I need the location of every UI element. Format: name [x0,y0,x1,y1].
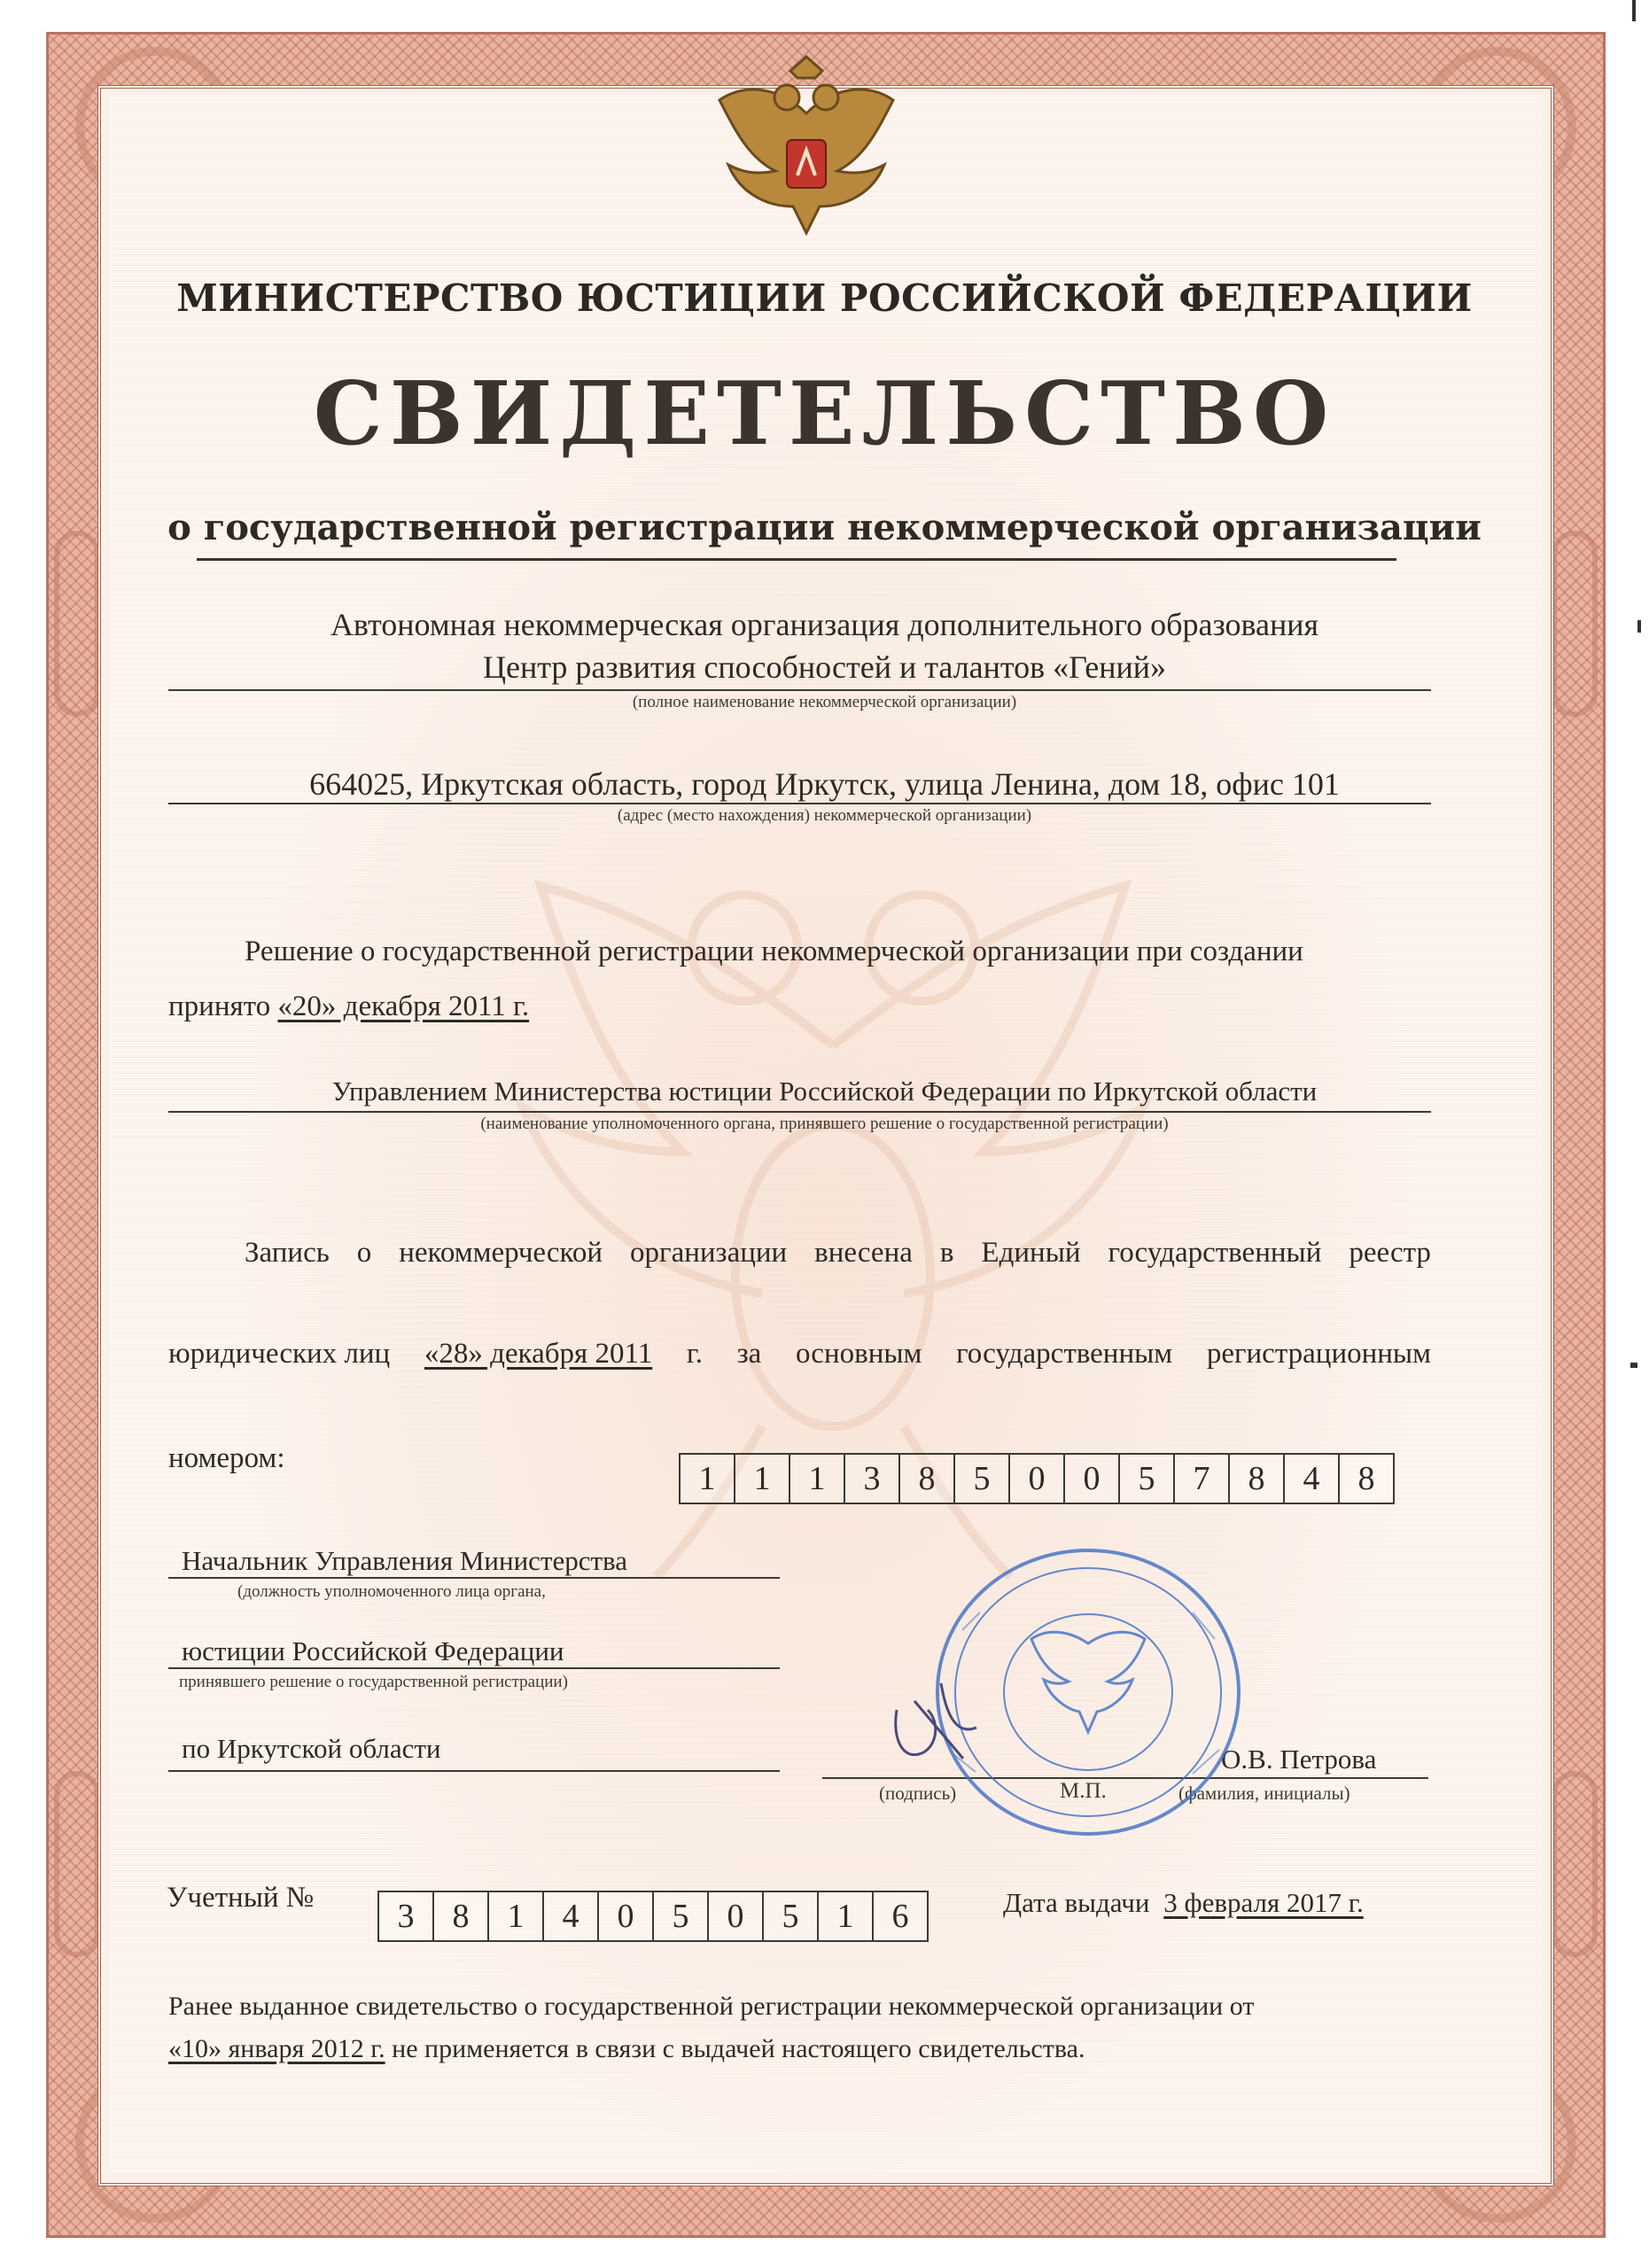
signature-caption: (подпись) [879,1783,957,1804]
position-caption2: принявшего решение о государственной регистрации) [179,1673,568,1691]
account-digit: 0 [597,1891,654,1942]
account-digit: 1 [487,1891,544,1942]
decision-text: Решение о государственной регистрации некоммерческой организации при создании [245,936,1303,967]
organization-name-caption: (полное наименование некоммерческой организации) [632,693,1017,711]
account-digit: 5 [762,1891,819,1942]
seal-caption: М.П. [1060,1779,1107,1803]
ogrn-number [681,1453,1395,1504]
record-word: некоммерческой [399,1237,603,1269]
signatory-name: О.В. Петрова [1221,1744,1377,1775]
frame-side-ornament [54,1771,100,1957]
scan-edge-mark [1632,0,1636,21]
position-rule3 [168,1770,780,1772]
position-caption1: (должность уполномоченного лица органа, [237,1582,546,1601]
account-digit: 4 [542,1891,599,1942]
record-word: основным [795,1338,922,1370]
subtitle-underline [197,558,1396,561]
previous-certificate-line1 [168,1992,1431,2022]
position-rule2 [168,1667,780,1669]
document-subtitle: о государственной регистрации некоммерческой организации [167,507,1482,548]
ogrn-digit: 1 [679,1453,735,1504]
ministry-heading: МИНИСТЕРСТВО ЮСТИЦИИ РОССИЙСКОЙ ФЕДЕРАЦИИ [176,276,1473,320]
ogrn-digit: 0 [1063,1453,1120,1504]
ogrn-label: номером: [168,1442,285,1474]
issue-date-label: Дата выдачи [1003,1887,1150,1918]
registration-authority: Управлением Министерства юстиции Российской Федерации по Иркутской области [331,1076,1318,1107]
account-number-label: Учетный № [167,1882,315,1914]
previous-certificate-text: Ранее выданное свидетельство о государственной регистрации некоммерческой организации от [168,1992,1255,2021]
ogrn-digit: 1 [734,1453,790,1504]
decision-date: «20» декабря 2011 г. [277,990,530,1022]
account-number [379,1891,929,1942]
issue-date: 3 февраля 2017 г. [1163,1887,1364,1918]
record-word: о [356,1237,372,1269]
name-caption: (фамилия, инициалы) [1178,1783,1350,1804]
document-title: СВИДЕТЕЛЬСТВО [313,363,1336,465]
ogrn-digit: 8 [1228,1453,1285,1504]
record-word: организации [630,1237,788,1269]
record-word: г. [686,1338,703,1370]
account-digit: 1 [817,1891,874,1942]
account-digit: 5 [652,1891,709,1942]
record-word: государственным [956,1338,1173,1370]
decision-accepted-prefix: принято [168,990,271,1022]
previous-certificate-rest: не применяется в связи с выдачей настоящего свидетельства. [385,2034,1085,2063]
account-digit: 3 [377,1891,434,1942]
coat-of-arms-icon [709,51,904,246]
signatory-position-line1: Начальник Управления Министерства [182,1545,628,1576]
scan-edge-mark [1630,1363,1637,1368]
signatory-position-line3: по Иркутской области [182,1733,441,1764]
record-line2 [168,1338,1431,1371]
position-rule1 [168,1577,780,1579]
signature-icon [879,1674,994,1772]
ogrn-digit: 8 [898,1453,955,1504]
authority-rule [168,1111,1431,1113]
account-digit: 0 [707,1891,764,1942]
authority-caption: (наименование уполномоченного органа, принявшего решение о государственной регистрации) [480,1115,1169,1133]
ogrn-digit: 5 [1118,1453,1175,1504]
record-line1 [168,1237,1431,1270]
address-caption: (адрес (место нахождения) некоммерческой организации) [617,806,1032,825]
issue-date-row [1003,1887,1364,1919]
record-word: за [736,1338,762,1370]
ogrn-digit: 0 [1008,1453,1065,1504]
ogrn-digit: 4 [1283,1453,1340,1504]
ogrn-digit: 8 [1338,1453,1395,1504]
record-word: Запись [245,1237,330,1269]
record-word: в [939,1237,954,1269]
organization-name-line2: Центр развития способностей и талантов «Гений» [482,649,1167,685]
ogrn-digit: 3 [844,1453,900,1504]
organization-name-rule [168,689,1431,691]
ogrn-digit: 7 [1173,1453,1230,1504]
record-word: государственный [1108,1237,1322,1269]
record-word: Единый [981,1237,1081,1269]
account-digit: 6 [872,1891,929,1942]
previous-certificate-line2 [168,2034,1085,2064]
frame-side-ornament [1552,1771,1598,1957]
decision-accepted [168,990,529,1023]
account-digit: 8 [432,1891,489,1942]
record-date: «28» декабря 2011 [424,1338,653,1370]
scan-edge-mark [1637,620,1641,633]
ogrn-digit: 1 [789,1453,845,1504]
ogrn-digit: 5 [953,1453,1010,1504]
organization-name-line1: Автономная некоммерческая организация дополнительного образования [330,607,1319,642]
previous-certificate-date: «10» января 2012 г. [168,2034,385,2063]
record-word: реестр [1349,1237,1431,1269]
organization-address: 664025, Иркутская область, город Иркутск, улица Ленина, дом 18, офис 101 [309,766,1340,802]
record-line2-prefix: юридических лиц [168,1338,391,1370]
signatory-position-line2: юстиции Российской Федерации [182,1635,564,1666]
record-word: регистрационным [1206,1338,1431,1370]
record-word: внесена [814,1237,913,1269]
address-rule [168,803,1431,804]
